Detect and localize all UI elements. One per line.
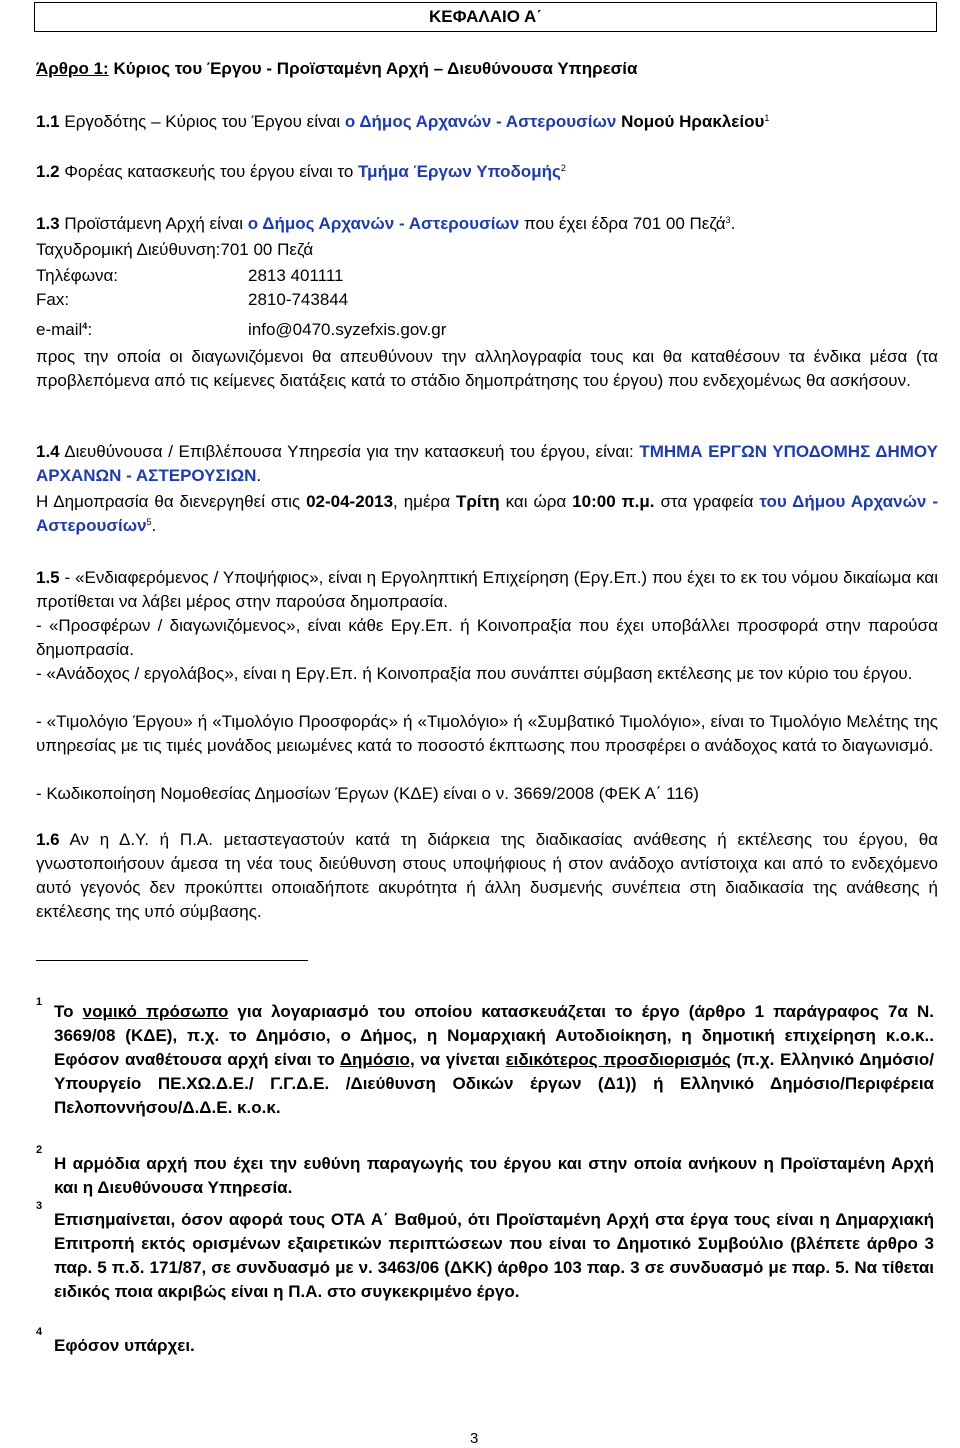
auction-text: στα γραφεία (654, 492, 760, 511)
section-1-1 (36, 110, 769, 134)
section-1-5 (36, 566, 938, 614)
footnote-4: Εφόσον υπάρχει. (54, 1336, 195, 1355)
email-value[interactable]: info@0470.syzefxis.gov.gr (248, 320, 447, 339)
highlight-text: ο Δήμος Αρχανών - Αστερουσίων (344, 112, 617, 131)
punctuation: . (730, 214, 736, 233)
auction-place: του Δήμου Αρχανών - Αστερουσίων (36, 492, 939, 535)
article-title (36, 57, 637, 81)
auction-text: , ημέρα (393, 492, 457, 511)
email-label-text: e-mail (36, 320, 83, 339)
phone-value: 2813 401111 (248, 266, 344, 285)
footnote-ref[interactable]: 1 (764, 113, 770, 123)
auction-date: 02-04-2013 (306, 492, 394, 511)
auction-text: Η Δημοπρασία θα διενεργηθεί στις (36, 492, 307, 511)
fax-label: Fax: (36, 290, 70, 309)
footnote-3: Επισημαίνεται, όσον αφορά τους ΟΤΑ Α΄ Βαθμού, ότι Προϊσταμένη Αρχή στα έργα τους είναι η Δημαρχιακή Επιτροπή εκτός ορισμένων εξαιρετικών περιπτώσεων που είναι το Δημοτικό Συμβούλιο (βλέπετε άρθρο 3 παρ. 5 π.δ. 171/87, σε συνδυασμό με ν. 3463/06 (ΔΚΚ) άρθρο 103 παρ. 3 σε συνδυασμό με παρ. 5. Να τίθεται ειδικός ποια ακριβώς είναι η Π.Α. στο συγκεκριμένο έργο. (54, 1210, 934, 1301)
section-1-4 (36, 440, 938, 488)
auction-day: Τρίτη (456, 492, 500, 511)
article-title-rest: Κύριος του Έργου - Προϊσταμένη Αρχή – Διευθύνουσα Υπηρεσία (108, 59, 638, 78)
footnote-1 (54, 1000, 934, 1120)
footnote-text: για λογαριασμό του οποίου κατασκευάζεται το έργο (άρθρο 1 παράγραφος 7α Ν. 3669/08 (ΚΔΕ), π.χ. το Δημόσιο, ο Δήμος, η Νομαρχιακή Αυτοδιοίκηση, η δημοτική επιχείρηση κ.ο.κ.. Εφόσον αναθέτουσα αρχή είναι το (54, 1002, 934, 1069)
footnote-2: Η αρμόδια αρχή που έχει την ευθύνη παραγωγής του έργου και στην οποία ανήκουν η Προϊσταμένη Αρχή και η Διευθύνουσα Υπηρεσία. (54, 1154, 934, 1197)
section-text: Διευθύνουσα / Επιβλέπουσα Υπηρεσία για την κατασκευή του έργου, είναι: (59, 442, 640, 461)
section-text: Προϊστάμενη Αρχή είναι (59, 214, 248, 233)
section-text: Εργοδότης – Κύριος του Έργου είναι (59, 112, 345, 131)
footnote-underlined: ειδικότερος προσδιορισμός (505, 1050, 731, 1069)
footnote-number: 1 (36, 996, 43, 1008)
highlight-text: ο Δήμος Αρχανών - Αστερουσίων (247, 214, 520, 233)
fax-value: 2810-743844 (248, 290, 349, 309)
definition-contractor: - «Ανάδοχος / εργολάβος», είναι η Εργ.Επ. ή Κοινοπραξία που συνάπτει σύμβαση εκτέλεσης με τον κύριο του έργου. (36, 664, 913, 683)
definition-text: - «Ενδιαφερόμενος / Υποψήφιος», είναι η Εργοληπτική Επιχείρηση (Εργ.Επ.) που έχει το εκ του νόμου δικαίωμα και προτίθεται να λάβει μέρος στην παρούσα δημοπρασία. (36, 568, 938, 611)
section-number: 1.4 (36, 442, 60, 461)
auction-text: και ώρα (499, 492, 573, 511)
definition-pricelist: - «Τιμολόγιο Έργου» ή «Τιμολόγιο Προσφοράς» ή «Τιμολόγιο» ή «Συμβατικό Τιμολόγιο», είναι το Τιμολόγιο Μελέτης της υπηρεσίας με τις τιμές μονάδος μειωμένες κατά το ποσοστό έκπτωσης που προσφέρει ο ανάδοχος κατά το διαγωνισμό. (36, 712, 938, 755)
section-number: 1.3 (36, 214, 60, 233)
footnote-underlined: νομικό πρόσωπο (82, 1002, 229, 1021)
postal-address: Ταχυδρομική Διεύθυνση:701 00 Πεζά (36, 240, 314, 259)
definition-codification: - Κωδικοποίηση Νομοθεσίας Δημοσίων Έργων (ΚΔΕ) είναι ο ν. 3669/2008 (ΦΕΚ Α΄ 116) (36, 784, 699, 803)
footnote-text: να γίνεται (414, 1050, 506, 1069)
contact-paragraph: προς την οποία οι διαγωνιζόμενοι θα απευθύνουν την αλληλογραφία τους και θα καταθέσουν τα ένδικα μέσα (τα προβλεπόμενα από τις κείμενες διατάξεις κατά το στάδιο δημοπράτησης του έργου) που ενδεχομένως θα ασκήσουν. (36, 347, 938, 390)
highlight-text: Τμήμα Έργων Υποδομής (358, 162, 561, 181)
email-label (36, 318, 92, 342)
page-number: 3 (470, 1430, 479, 1447)
footnote-text: Το (54, 1002, 83, 1021)
bold-text: Νομού Ηρακλείου (616, 112, 765, 131)
auction-paragraph (36, 490, 938, 538)
footnote-number: 4 (36, 1326, 43, 1338)
footnote-ref[interactable]: 4 (82, 321, 88, 331)
definition-offerer: - «Προσφέρων / διαγωνιζόμενος», είναι κάθε Εργ.Επ. ή Κοινοπραξία που έχει υποβάλλει προσφορά στην παρούσα δημοπρασία. (36, 616, 938, 659)
punctuation: . (256, 466, 262, 485)
footnote-underlined: Δημόσιο, (339, 1050, 415, 1069)
footnote-number: 3 (36, 1200, 43, 1212)
section-text: Φορέας κατασκευής του έργου είναι το (59, 162, 359, 181)
footnote-text: (π.χ. Ελληνικό Δημόσιο/Υπουργείο ΠΕ.ΧΩ.Δ.Ε./ Γ.Γ.Δ.Ε. /Διεύθυνση Οδικών έργων (Δ1)) ή Ελληνικό Δημόσιο/Περιφέρεια Πελοποννήσου/Δ.Δ.Ε. κ.ο.κ. (54, 1050, 935, 1117)
section-1-6 (36, 828, 938, 924)
footnote-ref[interactable]: 3 (725, 215, 731, 225)
footnote-ref[interactable]: 2 (560, 163, 566, 173)
article-title-prefix: Άρθρο 1: (36, 59, 109, 78)
section-1-3 (36, 212, 735, 236)
footnote-divider (36, 960, 308, 961)
chapter-header: ΚΕΦΑΛΑΙΟ Α΄ (34, 2, 937, 32)
footnote-ref[interactable]: 5 (146, 517, 152, 527)
auction-time: 10:00 π.μ. (572, 492, 655, 511)
section-number: 1.2 (36, 162, 60, 181)
section-1-2 (36, 160, 566, 184)
section-number: 1.5 (36, 568, 60, 587)
punctuation: . (151, 516, 157, 535)
section-text: που έχει έδρα 701 00 Πεζά (519, 214, 726, 233)
phone-label: Τηλέφωνα: (36, 266, 119, 285)
punctuation: : (87, 320, 93, 339)
section-number: 1.6 (36, 830, 60, 849)
section-number: 1.1 (36, 112, 60, 131)
section-text: Αν η Δ.Υ. ή Π.Α. μεταστεγαστούν κατά τη διάρκεια της διαδικασίας ανάθεσης ή εκτέλεσης του έργου, θα γνωστοποιήσουν άμεσα τη νέα τους διεύθυνση στους υποψήφιους ή στον ανάδοχο αντίστοιχα και από το ενδεχόμενο αυτό γεγονός δεν προκύπτει οποιαδήποτε ακυρότητα ή άλλη δυσμενής συνέπεια στη διαδικασία της ανάθεσης ή εκτέλεσης της υπό σύμβασης. (36, 830, 938, 921)
highlight-text: ΤΜΗΜΑ ΕΡΓΩΝ ΥΠΟΔΟΜΗΣ ΔΗΜΟΥ ΑΡΧΑΝΩΝ - ΑΣΤΕΡΟΥΣΙΩΝ (36, 442, 938, 485)
footnote-number: 2 (36, 1144, 43, 1156)
